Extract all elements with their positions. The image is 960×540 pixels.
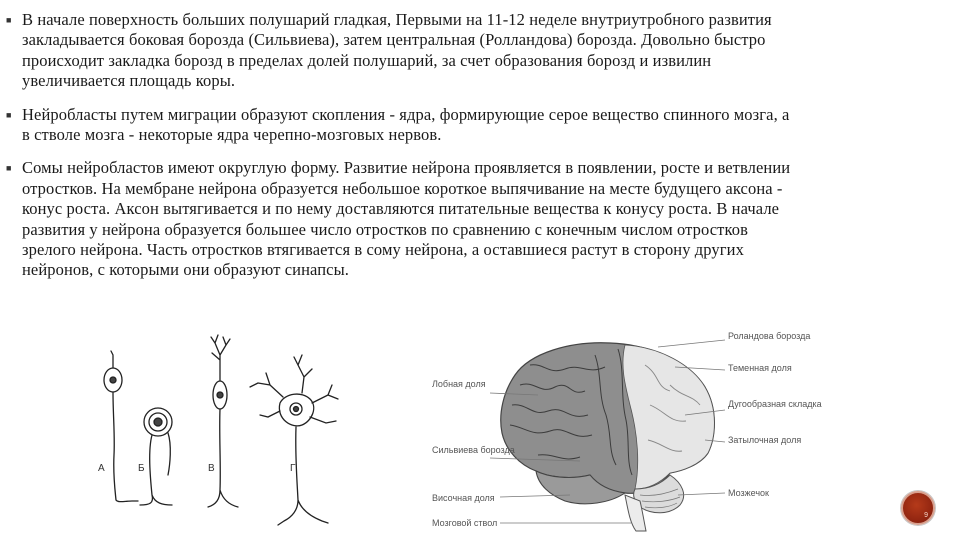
neuron-b [140, 408, 172, 505]
neuron-label-v: В [208, 463, 215, 474]
bullet-list [4, 10, 794, 294]
bullet-square-icon: ■ [6, 109, 12, 120]
neuron-label-a: А [98, 463, 105, 474]
label-sylvian-fissure: Сильвиева борозда [432, 445, 515, 455]
bullet-item-3 [4, 158, 794, 280]
bullet-square-icon: ■ [6, 163, 12, 174]
bullet-square-icon: ■ [6, 15, 12, 25]
neuron-development-figure [80, 325, 370, 540]
neuron-g [250, 355, 338, 525]
slide-number: 9 [924, 512, 928, 519]
label-angular-gyrus: Дугообразная складка [728, 399, 822, 409]
label-parietal-lobe: Теменная доля [728, 363, 792, 373]
bullet-text: Сомы нейробластов имеют округлую форму. Развитие нейрона проявляется в появлении, росте и ветвлении отростков. На мембране нейрона образуется небольшое короткое выпячивание на месте будущего аксона - конус роста. Аксон вытягивается и по нему доставляются питательные вещества к конусу роста. В начале развития у нейрона образуется большее число отростков по сравнению с конечным числом отростков зрелого нейрона. Часть отростков втягивается в сому нейрона, а оставшиеся растут в сторону других нейронов, с которыми они образуют синапсы. [22, 158, 791, 280]
bullet-item-1 [4, 10, 794, 92]
neuron-v [208, 335, 238, 507]
label-brain-stem: Мозговой ствол [432, 518, 498, 528]
bullet-item-2 [4, 105, 794, 146]
neuron-label-b: Б [138, 463, 145, 474]
bullet-text: Нейробласты путем миграции образуют скопления - ядра, формирующие серое вещество спинного мозга, а в стволе мозга - некоторые ядра черепно-мозговых нервов. [22, 104, 790, 145]
brain-lateral-figure [420, 325, 822, 540]
bullet-text: В начале поверхность больших полушарий гладкая, Первыми на 11-12 неделе внутриутробного развития закладывается боковая борозда (Сильвиева), затем центральная (Роллaндова) борозда. Довольно быстро происходит закладка борозд в пределах долей полушарий, за счет образования борозд и извилин увеличивается площадь коры. [22, 10, 772, 91]
label-cerebellum: Мозжечок [728, 488, 769, 498]
neuron-a [104, 351, 138, 502]
label-occipital-lobe: Затылочная доля [728, 435, 802, 445]
slide-number-badge [901, 491, 935, 525]
neuron-label-g: Г [290, 463, 296, 474]
label-frontal-lobe: Лобная доля [432, 379, 486, 389]
label-temporal-lobe: Височная доля [432, 493, 495, 503]
label-rolandic-fissure: Роландова борозда [728, 331, 811, 341]
